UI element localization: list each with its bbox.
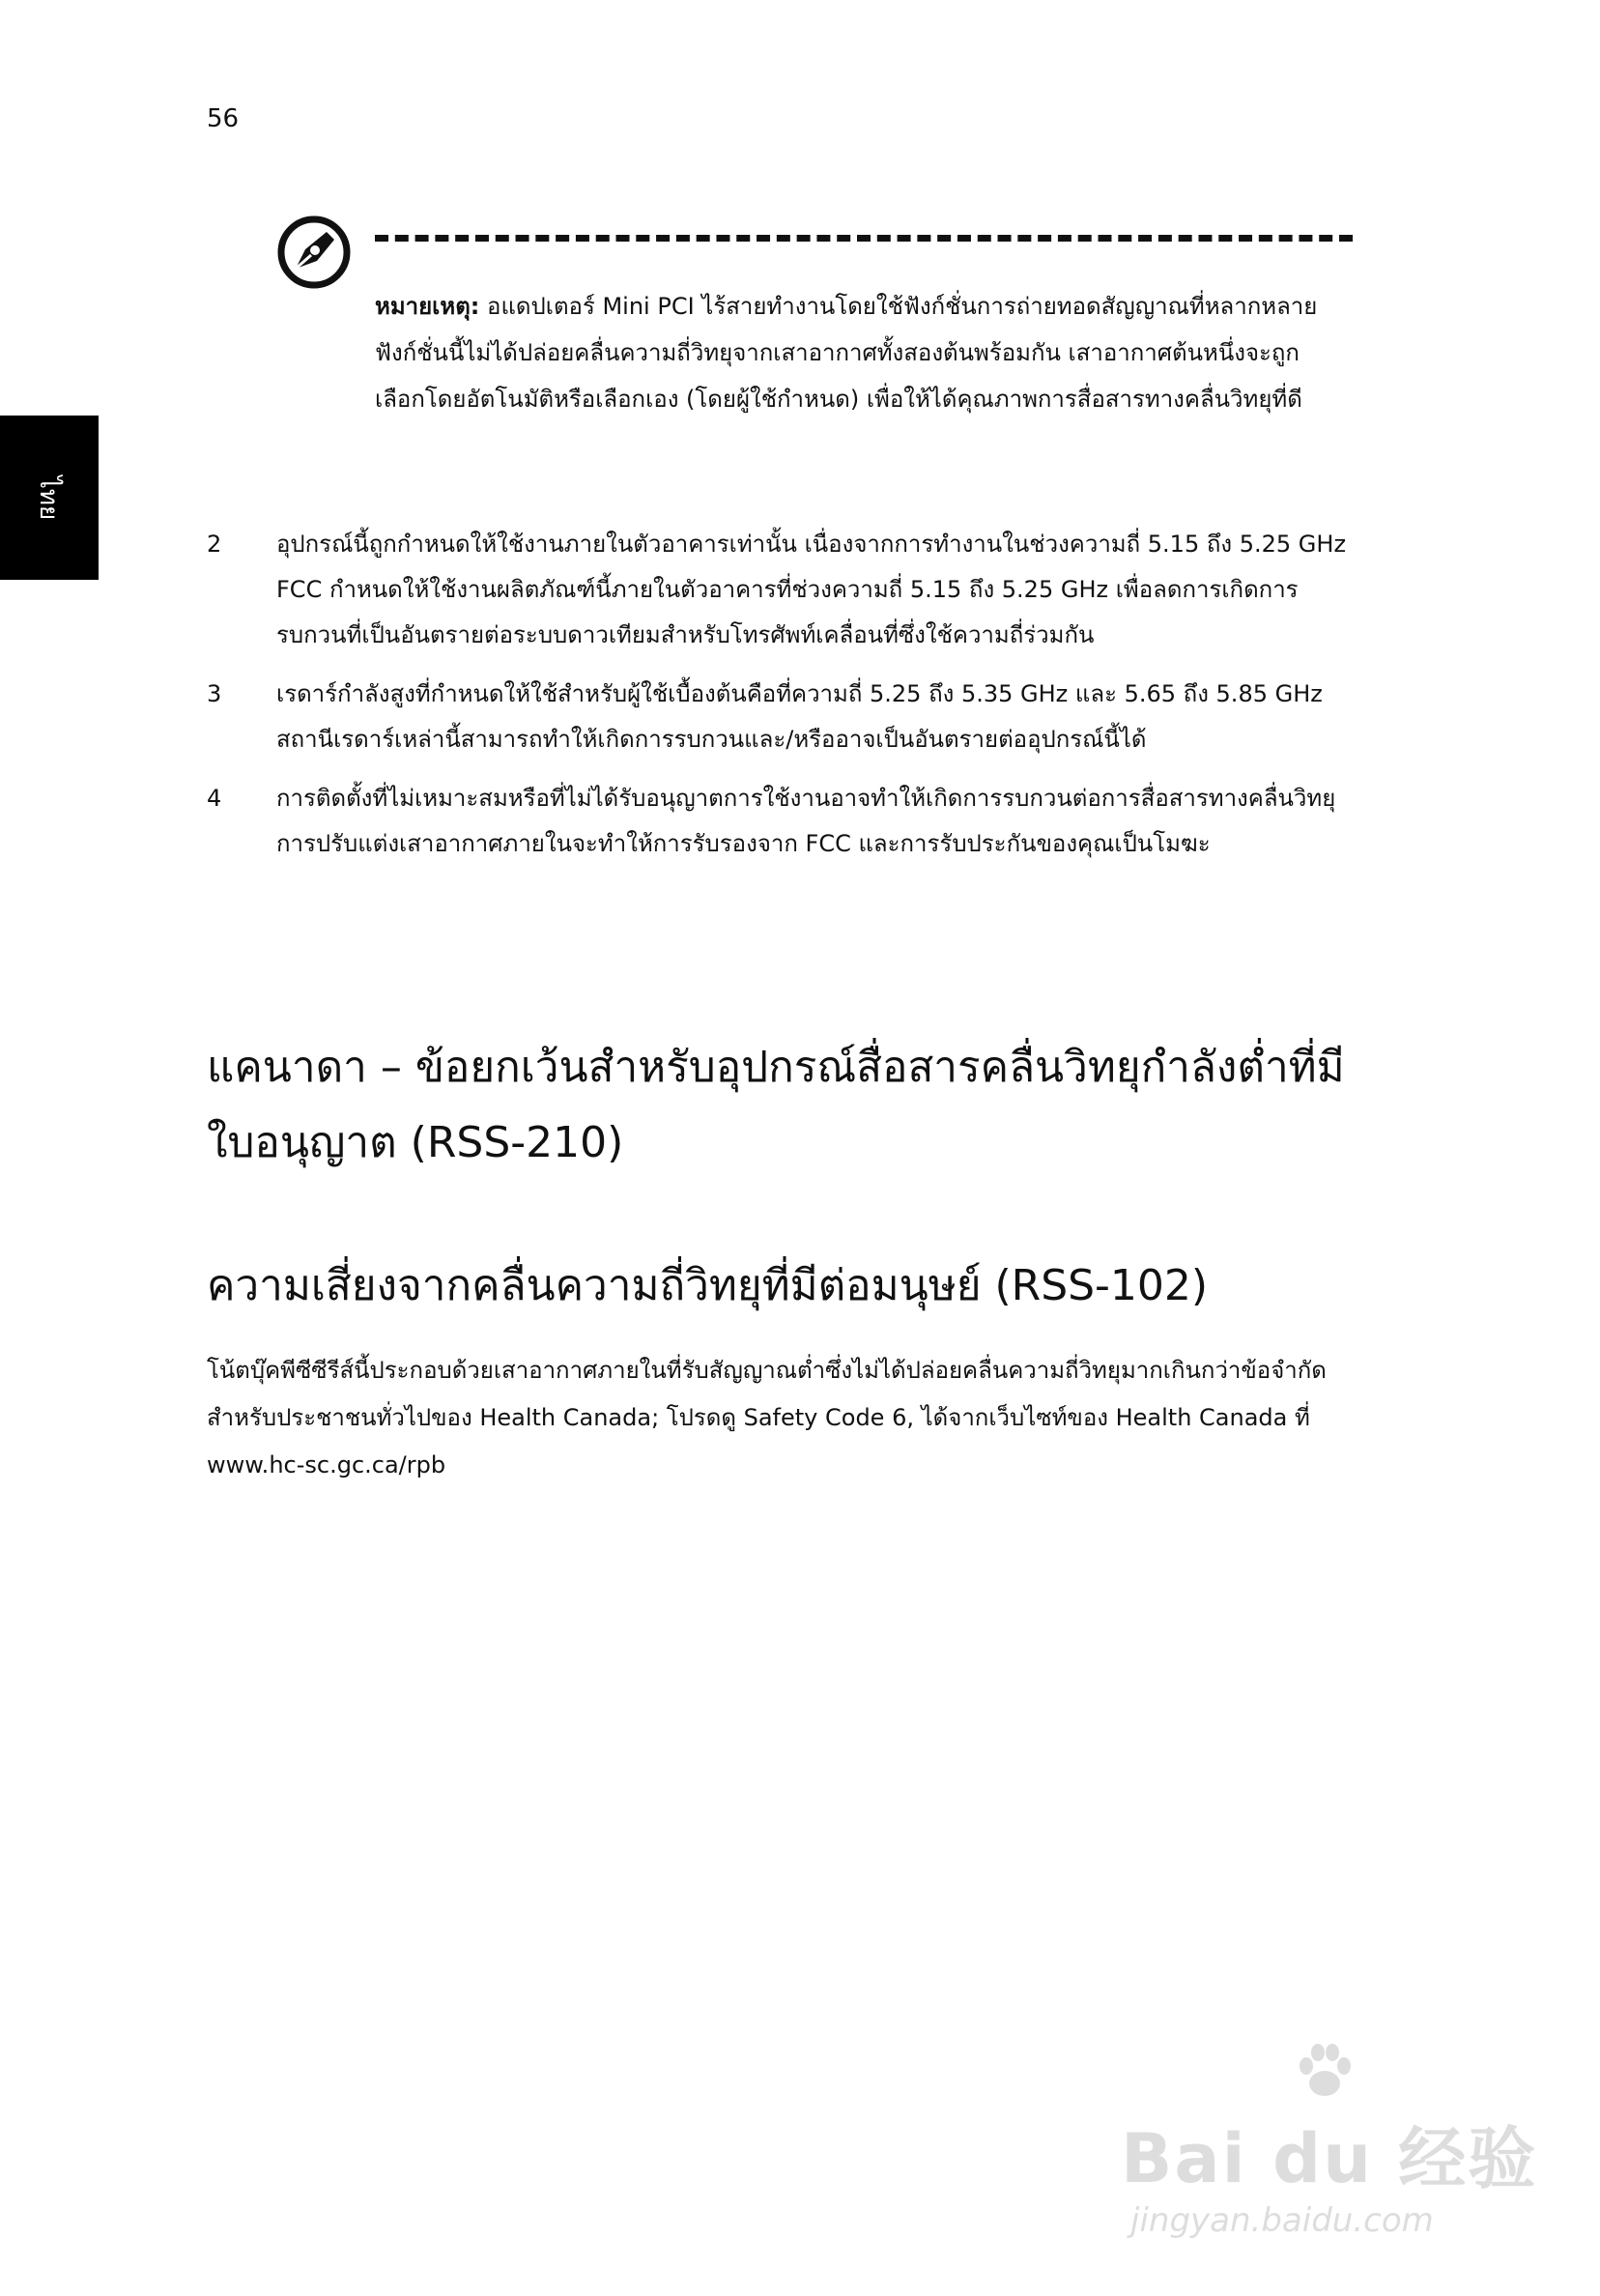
note-pen-icon (276, 215, 352, 290)
regulation-list (207, 522, 1347, 880)
list-item-number: 2 (207, 531, 222, 558)
list-item-text: การติดตั้งที่ไม่เหมาะสมหรือที่ไม่ได้รับอนุญาตการใช้งานอาจทำให้เกิดการรบกวนต่อการสื่อสารทางคลื่นวิทยุ การปรับแต่งเสาอากาศภายในจะทำให้การรับรองจาก FCC และการรับประกันของคุณเป็นโมฆะ (276, 785, 1336, 857)
paw-print-icon (1291, 2039, 1358, 2107)
baidu-watermark (1121, 2039, 1538, 2252)
list-item-text: อุปกรณ์นี้ถูกกำหนดให้ใช้งานภายในตัวอาคารเท่านั้น เนื่องจากการทำงานในช่วงความถี่ 5.15 ถึง 5.25 GHz FCC กำหนดให้ใช้งานผลิตภัณฑ์นี้ภายในตัวอาคารที่ช่วงความถี่ 5.15 ถึง 5.25 GHz เพื่อลดการเกิดการรบกวนที่เป็นอันตรายต่อระบบดาวเทียมสำหรับโทรศัพท์เคลื่อนที่ซึ่งใช้ความถี่ร่วมกัน (276, 531, 1347, 648)
note-body (375, 283, 1322, 422)
language-side-tab (0, 416, 99, 580)
canada-heading: แคนาดา – ข้อยกเว้นสำหรับอุปกรณ์สื่อสารคลื่นวิทยุกำลังต่ำที่มีใบอนุญาต (RSS-210) (207, 1043, 1345, 1167)
watermark-logo: Bai du 经验 (1121, 2119, 1538, 2198)
note-text: อแดปเตอร์ Mini PCI ไร้สายทำงานโดยใช้ฟังก์ชั่นการถ่ายทอดสัญญาณที่หลากหลาย ฟังก์ชั่นนี้ไม่ได้ปล่อยคลื่นความถี่วิทยุจากเสาอากาศทั้งสองต้นพร้อมกัน เสาอากาศต้นหนึ่งจะถูกเลือกโดยอัตโนมัติหรือเลือกเอง (โดยผู้ใช้กำหนด) เพื่อให้ได้คุณภาพการสื่อสารทางคลื่นวิทยุที่ดี (375, 293, 1318, 413)
note-label: หมายเหตุ: (375, 293, 480, 320)
page-number: 56 (207, 104, 240, 133)
note-dashed-rule (375, 235, 1353, 242)
watermark-url: jingyan.baidu.com (1130, 2201, 1434, 2240)
list-item (207, 522, 1347, 658)
list-item (207, 672, 1347, 762)
side-tab-label: ไทย (34, 475, 64, 520)
list-item (207, 776, 1347, 867)
rf-exposure-paragraph: โน้ตบุ๊คพีซีซีรีส์นี้ประกอบด้วยเสาอากาศภายในที่รับสัญญาณต่ำซึ่งไม่ได้ปล่อยคลื่นความถี่วิทยุมากเกินกว่าข้อจำกัดสำหรับประชาชนทั่วไปของ Health Canada; โปรดดู Safety Code 6, ได้จากเว็บไซท์ของ Health Canada ที่ www.hc-sc.gc.ca/rpb (207, 1357, 1327, 1478)
rf-exposure-heading: ความเสี่ยงจากคลื่นความถี่วิทยุที่มีต่อมนุษย์ (RSS-102) (207, 1261, 1209, 1310)
list-item-number: 3 (207, 680, 222, 707)
list-item-text: เรดาร์กำลังสูงที่กำหนดให้ใช้สำหรับผู้ใช้เบื้องต้นคือที่ความถี่ 5.25 ถึง 5.35 GHz และ 5.65 ถึง 5.85 GHz สถานีเรดาร์เหล่านี้สามารถทำให้เกิดการรบกวนและ/หรืออาจเป็นอันตรายต่ออุปกรณ์นี้ได้ (276, 680, 1323, 753)
list-item-number: 4 (207, 785, 222, 812)
